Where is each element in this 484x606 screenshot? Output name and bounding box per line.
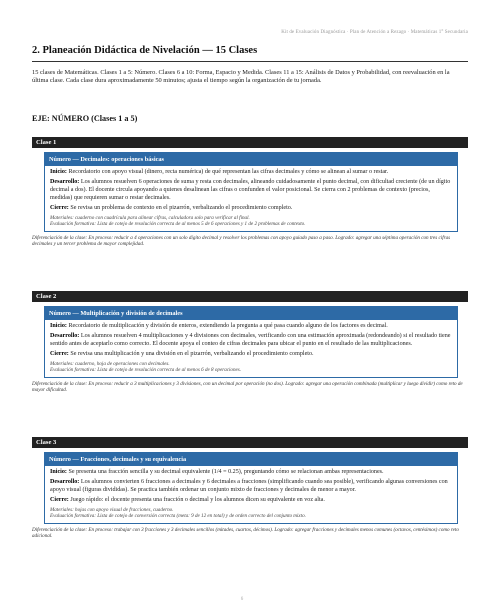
cierre-paragraph bbox=[50, 497, 452, 505]
section-intro: 15 clases de Matemáticas. Clases 1 a 5: Número. Clases 6 a 10: Forma, Espacio y Medida. Clases 11 a 15: Análisis de Datos y Probabilidad, con reevaluación en la última clase. Cada clase dura aproximadamente 50 minutos; ajusta el tiempo según la organización de tu jornada. bbox=[32, 69, 450, 85]
inicio-label: Inicio: bbox=[50, 469, 67, 475]
lesson-card bbox=[44, 152, 458, 232]
lesson-card-title: Número — Multiplicación y división de decimales bbox=[45, 307, 457, 320]
cierre-text: Se revisa un problema de contexto en el pizarrón, verbalizando el procedimiento completo. bbox=[70, 204, 293, 211]
differentiation-note: Diferenciación de la clase: En proceso: reducir a 4 operaciones con un solo dígito decimal y resolver los problemas con apoyo guiado paso a paso. Logrado: agregar una séptima operación con tres cifras decimales y un tercer problema de mayor complejidad. bbox=[32, 234, 451, 248]
lesson-card bbox=[44, 306, 458, 378]
differentiation-note: Diferenciación de la clase: En proceso: trabajar con 3 fracciones y 3 decimales sencillos (mitades, cuartos, décimos). Logrado: agregar fracciones y decimales menos comunes (octavos, centésimos) como reto adicional. bbox=[32, 526, 459, 540]
section-title: 2. Planeación Didáctica de Nivelación — 15 Clases bbox=[32, 45, 258, 56]
class-label: Clase 1 bbox=[32, 137, 468, 148]
cierre-paragraph bbox=[50, 351, 452, 359]
inicio-text: Se presenta una fracción sencilla y su decimal equivalente (1/4 = 0.25), preguntando cómo se relacionan ambas representaciones. bbox=[68, 469, 384, 475]
cierre-text: Se revisa una multiplicación y una división en el pizarrón, verbalizando el procedimiento completo. bbox=[70, 350, 314, 357]
class-label: Clase 2 bbox=[32, 291, 468, 302]
class-block-1 bbox=[32, 137, 468, 248]
desarrollo-paragraph bbox=[50, 333, 452, 349]
inicio-label: Inicio: bbox=[50, 169, 67, 175]
lesson-card-body bbox=[45, 166, 457, 231]
desarrollo-label: Desarrollo: bbox=[50, 478, 80, 485]
cierre-label: Cierre: bbox=[50, 496, 69, 503]
materials-note: Materiales: cuaderno, hoja de operaciones con decimales. bbox=[50, 360, 170, 367]
cierre-paragraph bbox=[50, 205, 452, 213]
lesson-card-body bbox=[45, 466, 457, 523]
inicio-text: Recordatorio con apoyo visual (dinero, recta numérica) de qué representan las cifras decimales y cómo se alinean al sumar o restar. bbox=[68, 169, 389, 175]
inicio-label: Inicio: bbox=[50, 323, 67, 329]
evaluation-note: Evaluación formativa: Lista de cotejo de conversión correcta (meta: 9 de 12 en total) y de orden correcto del conjunto mixto. bbox=[50, 513, 306, 520]
axis-title: EJE: NÚMERO (Clases 1 a 5) bbox=[32, 114, 138, 123]
desarrollo-text: Los alumnos resuelven 6 operaciones de suma y resta con decimales, alineando cuidadosamente el punto decimal, con dificultad creciente (de un dígito decimal a dos). El docente circula apoyando a quienes desalinean las cifras o confunden el valor posicional. Se cierra con 2 problemas de contexto (precios, medidas) que requieren sumar o restar decimales. bbox=[50, 178, 451, 201]
cierre-label: Cierre: bbox=[50, 204, 69, 211]
cierre-label: Cierre: bbox=[50, 350, 69, 357]
class-block-2 bbox=[32, 291, 468, 394]
desarrollo-paragraph bbox=[50, 179, 452, 203]
running-header: Kit de Evaluación Diagnóstica · Plan de Atención a Rezago · Matemáticas 1° Secundaria bbox=[281, 30, 468, 35]
inicio-text: Recordatorio de multiplicación y división de enteros, extendiendo la pregunta a qué pasa cuando alguno de los factores es decimal. bbox=[68, 323, 388, 329]
evaluation-note: Evaluación formativa: Lista de cotejo de resolución correcta de al menos 5 de 6 operaciones y 1 de 2 problemas de contexto. bbox=[50, 221, 306, 228]
materials-note: Materiales: cuaderno con cuadrícula para alinear cifras, calculadora solo para verificar al final. bbox=[50, 214, 250, 221]
desarrollo-label: Desarrollo: bbox=[50, 178, 80, 185]
cierre-text: Juego rápido: el docente presenta una fracción o decimal y los alumnos dicen su equivalente en voz alta. bbox=[70, 496, 325, 503]
class-block-3 bbox=[32, 437, 468, 540]
evaluation-note: Evaluación formativa: Lista de cotejo de resolución correcta de al menos 6 de 8 operaciones. bbox=[50, 367, 242, 374]
inicio-paragraph bbox=[50, 469, 452, 477]
materials-note: Materiales: hojas con apoyo visual de fracciones, cuaderno. bbox=[50, 506, 174, 513]
lesson-card-body bbox=[45, 320, 457, 377]
desarrollo-text: Los alumnos resuelven 4 multiplicaciones y 4 divisiones con decimales, verificando con una estimación aproximada (redondeando) si el resultado tiene sentido antes de aceptarlo como correcto. El docente apoya el conteo de cifras decimales para ubicar el punto en el resultado de las multiplicaciones. bbox=[50, 332, 451, 347]
desarrollo-paragraph bbox=[50, 479, 452, 495]
title-divider bbox=[32, 61, 468, 62]
desarrollo-text: Los alumnos convierten 6 fracciones a decimales y 6 decimales a fracciones (simplificando cuando sea posible), verificando algunas conversiones con apoyo visual (figuras divididas). Se practica también ordenar un conjunto mixto de fracciones y decimales de menor a mayor. bbox=[50, 478, 448, 493]
class-label: Clase 3 bbox=[32, 437, 468, 448]
desarrollo-label: Desarrollo: bbox=[50, 332, 80, 339]
lesson-card-title: Número — Fracciones, decimales y su equivalencia bbox=[45, 453, 457, 466]
inicio-paragraph bbox=[50, 169, 452, 177]
page-number: 6 bbox=[240, 597, 244, 602]
differentiation-note: Diferenciación de la clase: En proceso: reducir a 3 multiplicaciones y 3 divisiones, con un decimal por operación (no dos). Logrado: agregar una operación combinada (multiplicar y luego dividir) como reto de mayor dificultad. bbox=[32, 380, 463, 394]
lesson-card-title: Número — Decimales: operaciones básicas bbox=[45, 153, 457, 166]
inicio-paragraph bbox=[50, 323, 452, 331]
lesson-card bbox=[44, 452, 458, 524]
